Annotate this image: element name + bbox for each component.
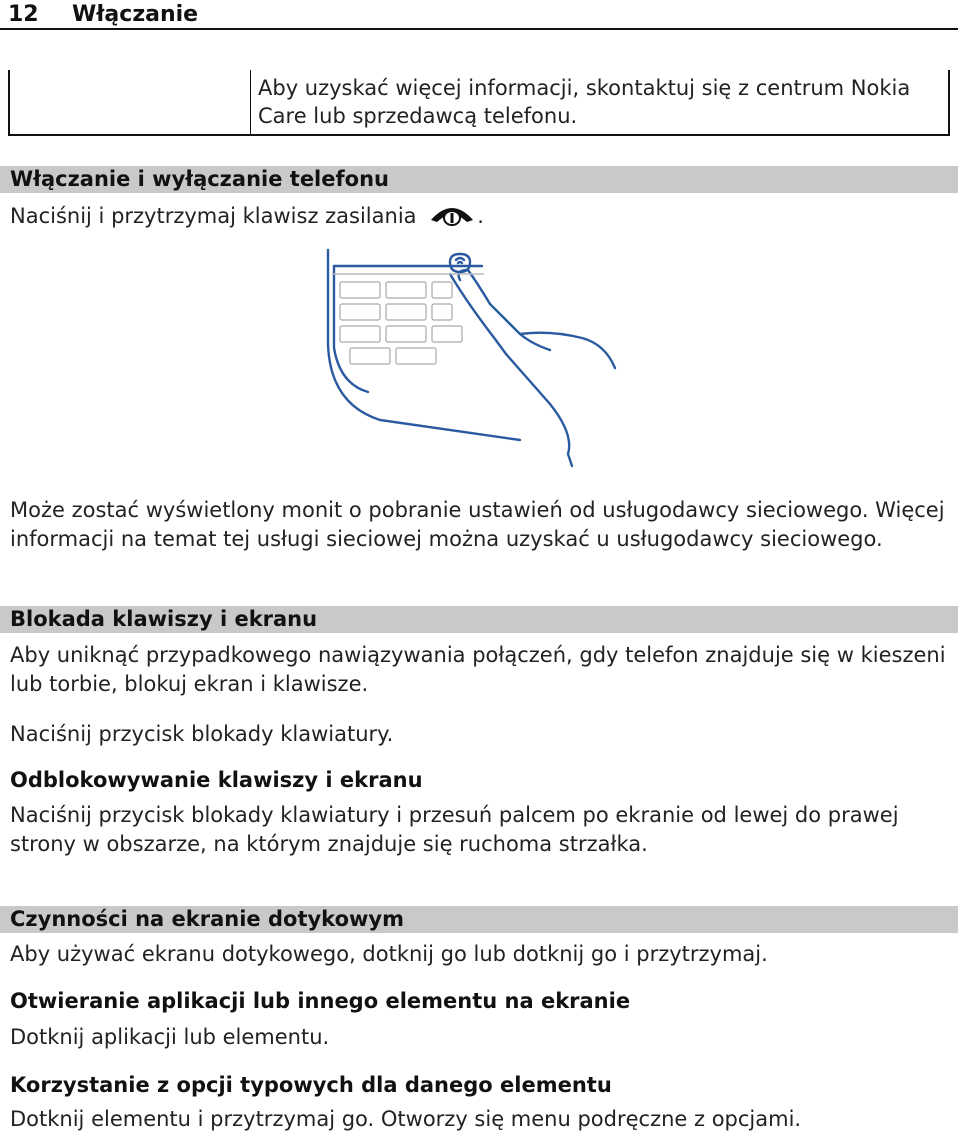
unlock-para: Naciśnij przycisk blokady klawiatury i przesuń palcem po ekranie od lewej do prawej strony w obszarze, na którym znajduje się ruchoma strzałka. bbox=[10, 803, 899, 856]
touch-para: Aby używać ekranu dotykowego, dotknij go lub dotknij go i przytrzymaj. bbox=[10, 942, 768, 966]
section-title-power: Włączanie i wyłączanie telefonu bbox=[0, 166, 958, 193]
power-instruction-end: . bbox=[477, 204, 484, 228]
page-number: 12 bbox=[8, 2, 39, 27]
options-para: Dotknij elementu i przytrzymaj go. Otworzy się menu podręczne z opcjami. bbox=[10, 1107, 802, 1131]
note-box bbox=[8, 70, 950, 136]
subsection-title-unlock: Odblokowywanie klawiszy i ekranu bbox=[10, 768, 423, 792]
phone-illustration bbox=[320, 244, 620, 478]
subsection-title-open-app: Otwieranie aplikacji lub innego elementu na ekranie bbox=[10, 989, 631, 1013]
chapter-title: Włączanie bbox=[72, 2, 199, 27]
open-app-para: Dotknij aplikacji lub elementu. bbox=[10, 1025, 330, 1049]
lock-para1: Aby uniknąć przypadkowego nawiązywania połączeń, gdy telefon znajduje się w kieszeni lub torbie, blokuj ekran i klawisze. bbox=[10, 643, 946, 696]
note-text: Aby uzyskać więcej informacji, skontaktuj się z centrum Nokia Care lub sprzedawcą telefonu. bbox=[258, 76, 911, 128]
lock-para2: Naciśnij przycisk blokady klawiatury. bbox=[10, 722, 394, 746]
subsection-title-options: Korzystanie z opcji typowych dla danego elementu bbox=[10, 1073, 612, 1097]
section-title-touch: Czynności na ekranie dotykowym bbox=[0, 906, 958, 933]
note-divider bbox=[250, 70, 251, 134]
power-instruction bbox=[10, 198, 950, 236]
section-title-lock: Blokada klawiszy i ekranu bbox=[0, 606, 958, 633]
power-key-icon bbox=[427, 198, 477, 236]
power-instruction-text: Naciśnij i przytrzymaj klawisz zasilania bbox=[10, 204, 417, 228]
page-header bbox=[0, 0, 958, 30]
power-info: Może zostać wyświetlony monit o pobranie ustawień od usługodawcy sieciowego. Więcej informacji na temat tej usługi sieciowej można uzyskać u usługodawcy sieciowego. bbox=[10, 498, 945, 551]
